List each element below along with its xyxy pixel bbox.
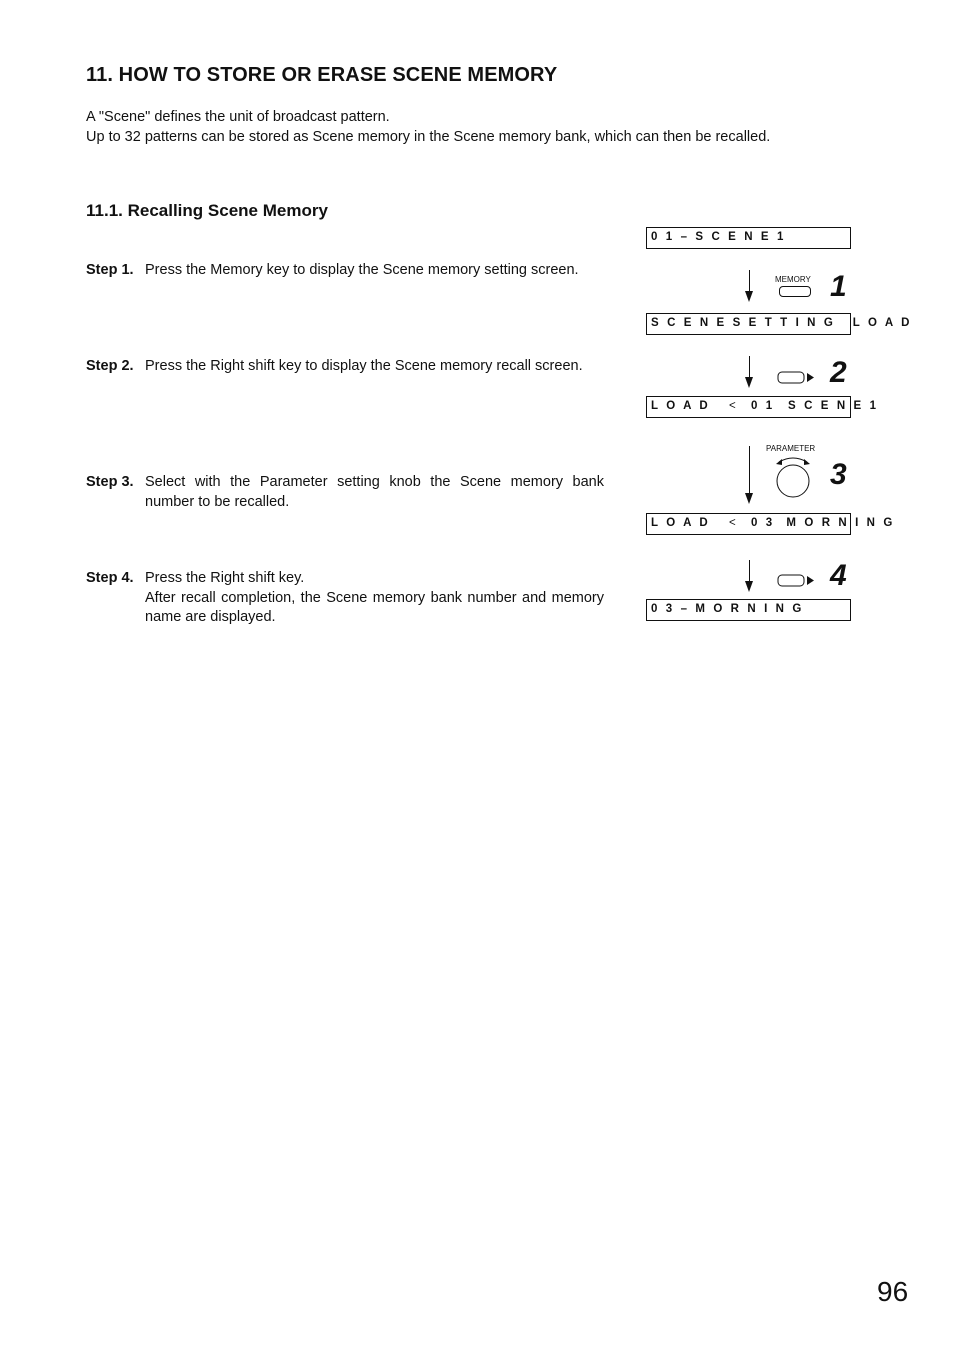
arrow-down-icon: [745, 581, 753, 592]
flow-arrow: [749, 560, 750, 582]
step-text-continued: After recall completion, the Scene memory bank number and memory name are displayed.: [145, 589, 604, 625]
step-text: Press the Right shift key to display the Scene memory recall screen.: [145, 358, 583, 374]
step-1: [86, 261, 604, 281]
lcd-display: [646, 599, 851, 621]
flow-arrow: [749, 446, 750, 494]
step-number: 2: [830, 356, 847, 389]
lcd-text: 0 1 – S C E N E 1: [651, 231, 786, 243]
memory-key-label: MEMORY: [775, 275, 811, 284]
memory-key-icon: [779, 286, 811, 297]
intro-text: [86, 108, 770, 147]
subsection-title: 11.1. Recalling Scene Memory: [86, 201, 328, 220]
lcd-display: [646, 396, 879, 418]
parameter-knob-label: PARAMETER: [766, 444, 816, 453]
intro-line: A "Scene" defines the unit of broadcast pattern.: [86, 109, 390, 125]
lcd-text: L O A D: [651, 517, 711, 529]
parameter-knob-icon: [770, 455, 816, 501]
lcd-display: [646, 227, 851, 249]
step-label: Step 4.: [86, 570, 134, 586]
step-number: 4: [830, 559, 847, 592]
step-text: Select with the Parameter setting knob the Scene memory bank number to be recalled.: [145, 474, 604, 510]
page-number: 96: [877, 1276, 909, 1307]
step-number: 3: [830, 458, 847, 491]
step-2: [86, 357, 604, 377]
intro-line: Up to 32 patterns can be stored as Scene memory in the Scene memory bank, which can then be recalled.: [86, 128, 771, 145]
flow-arrow: [749, 356, 750, 378]
lcd-text: 0 1: [751, 400, 775, 412]
step-number: 1: [830, 270, 847, 303]
lcd-text: L O A D: [651, 400, 711, 412]
step-label: Step 1.: [86, 262, 134, 278]
step-label: Step 3.: [86, 474, 134, 490]
lcd-arrow-symbol: <: [729, 400, 739, 412]
lcd-text: S C E N E 1: [788, 400, 879, 412]
arrow-down-icon: [745, 493, 753, 504]
lcd-text: S C E N E S E T T I N G L O A D: [651, 317, 913, 329]
lcd-text: 0 3 M O R N I N G: [751, 517, 895, 529]
section-title: 11. HOW TO STORE OR ERASE SCENE MEMORY: [86, 64, 558, 86]
lcd-display: [646, 513, 895, 535]
step-text: Press the Memory key to display the Scene memory setting screen.: [145, 262, 579, 278]
step-3: [86, 473, 604, 512]
flow-arrow: [749, 270, 750, 292]
lcd-text: 0 3 – M O R N I N G: [651, 603, 804, 615]
lcd-arrow-symbol: <: [729, 517, 739, 529]
step-text: Press the Right shift key.: [145, 570, 305, 586]
right-shift-key-icon: [776, 573, 816, 589]
right-shift-key-icon: [776, 370, 816, 386]
arrow-down-icon: [745, 377, 753, 388]
lcd-display: [646, 313, 913, 335]
step-4: [86, 569, 604, 628]
step-label: Step 2.: [86, 358, 134, 374]
arrow-down-icon: [745, 291, 753, 302]
